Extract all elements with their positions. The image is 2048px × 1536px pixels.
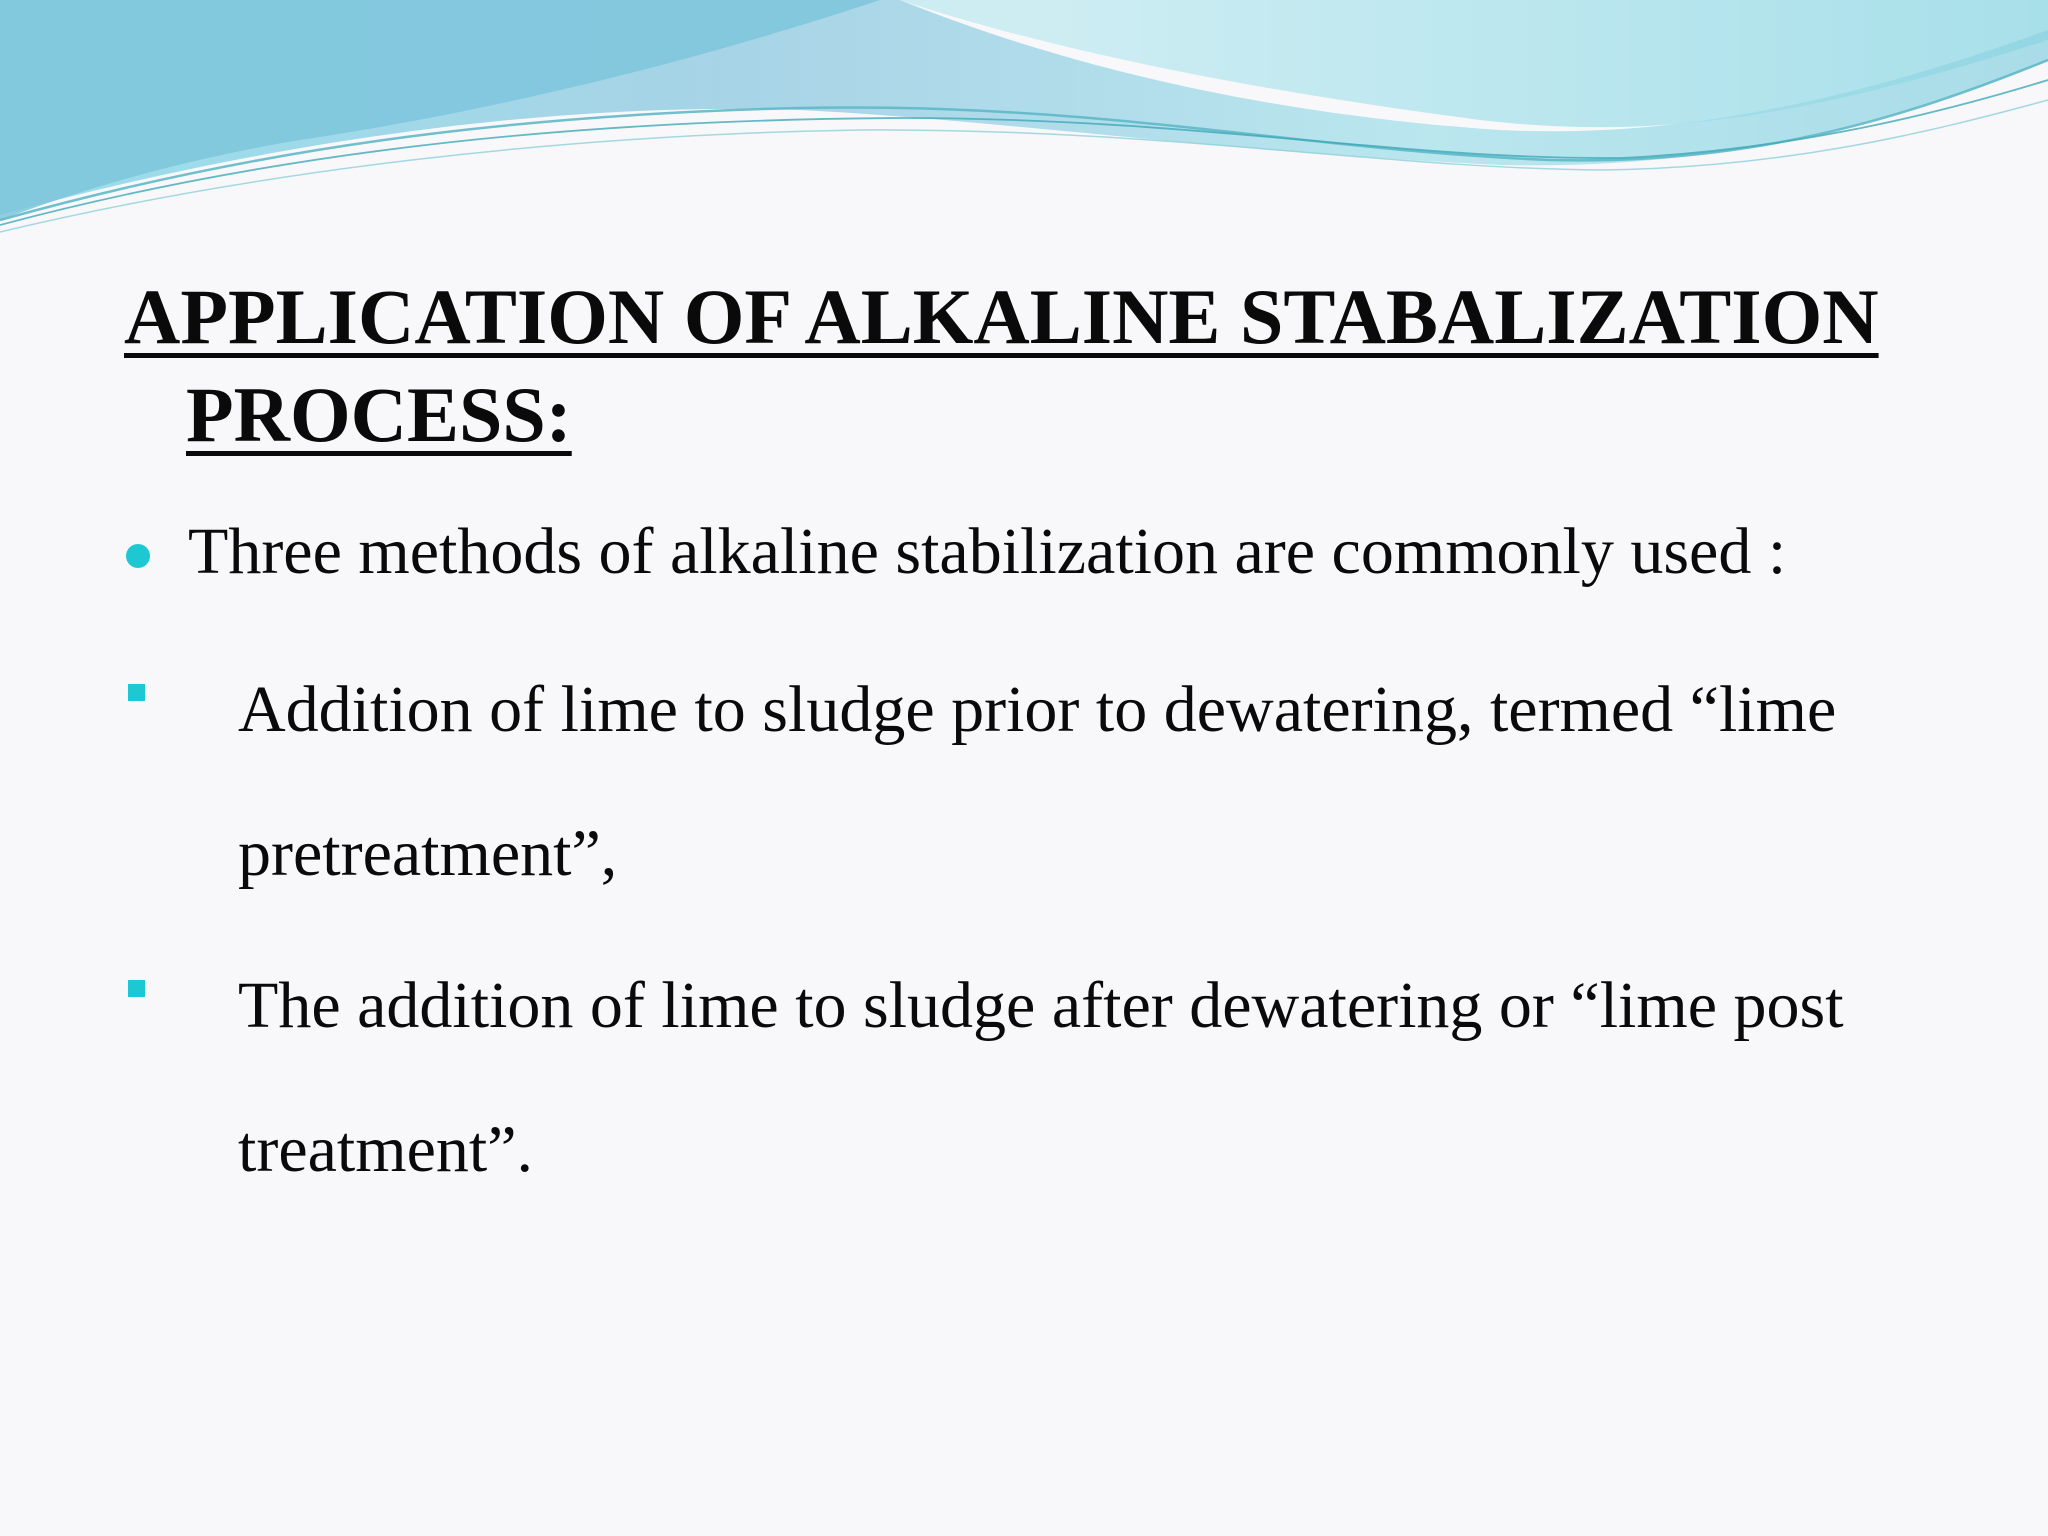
method-text xyxy=(238,934,2018,1222)
title-line-2: PROCESS: xyxy=(186,371,572,458)
circle-bullet-icon xyxy=(126,544,150,568)
method-text xyxy=(238,638,2018,926)
slide-title xyxy=(124,268,1984,464)
square-bullet-icon xyxy=(128,980,145,997)
method-text-line-1: The addition of lime to sludge after dewatering or “lime post xyxy=(238,969,1844,1042)
method-text-line-2: pretreatment”, xyxy=(238,817,618,890)
method-text-line-1: Addition of lime to sludge prior to dewatering, termed “lime xyxy=(238,673,1837,746)
header-wave-decoration xyxy=(0,0,2048,260)
intro-text: Three methods of alkaline stabilization are commonly used : xyxy=(188,515,1787,588)
method-text-line-2: treatment”. xyxy=(238,1113,534,1186)
title-line-1: APPLICATION OF ALKALINE STABALIZATION xyxy=(124,273,1879,360)
square-bullet-icon xyxy=(128,684,145,701)
